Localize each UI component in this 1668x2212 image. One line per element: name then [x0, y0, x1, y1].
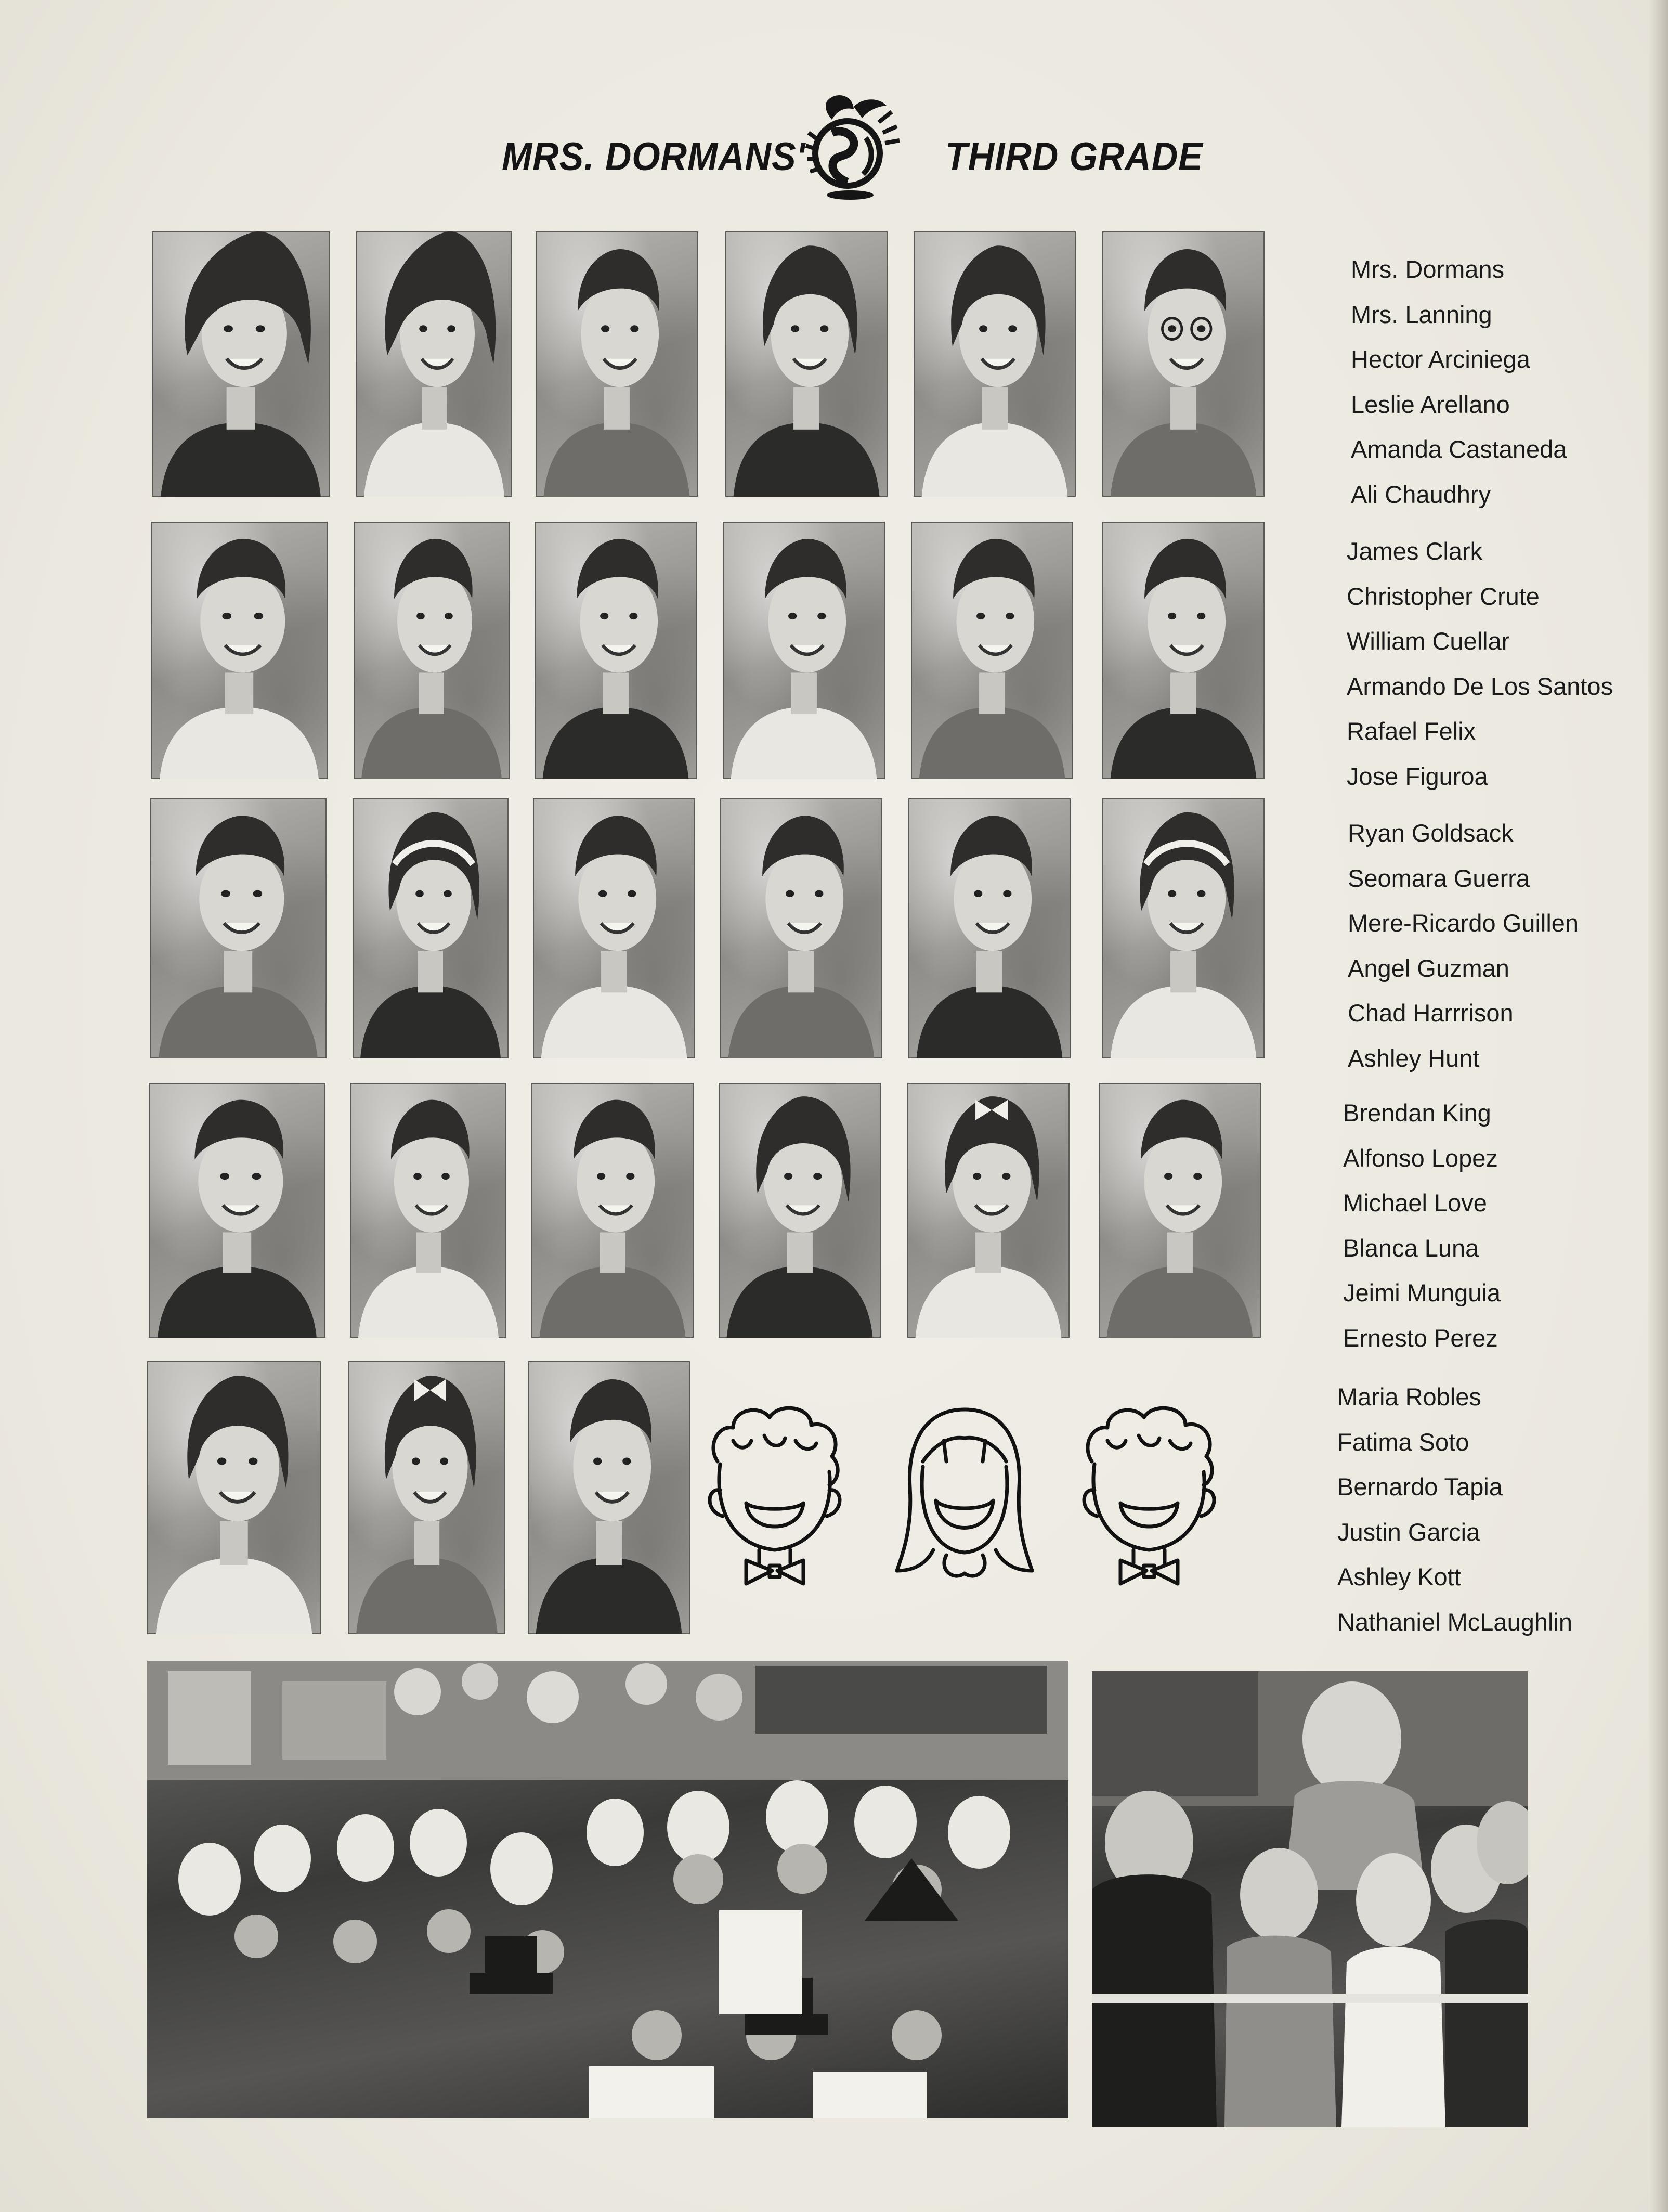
student-portrait: [911, 522, 1073, 779]
student-portrait: [350, 1083, 506, 1338]
student-portrait: [719, 1083, 881, 1338]
student-name: Ashley Kott: [1337, 1563, 1461, 1590]
student-name: Jeimi Munguia: [1343, 1279, 1501, 1306]
student-name: Ali Chaudhry: [1351, 480, 1491, 508]
student-portrait: [907, 1083, 1070, 1338]
cartoon-boy-icon: [1071, 1399, 1227, 1618]
student-name: Rafael Felix: [1347, 717, 1476, 745]
student-portrait: [723, 522, 885, 779]
student-portrait: [533, 798, 695, 1058]
student-name: Ernesto Perez: [1343, 1324, 1498, 1352]
page-spine-shadow: [1648, 0, 1668, 2212]
student-portrait: [348, 1361, 505, 1634]
student-portrait: [536, 231, 698, 497]
student-portrait: [151, 522, 328, 779]
student-portrait: [1102, 522, 1265, 779]
student-name: Mrs. Dormans: [1351, 255, 1505, 283]
student-portrait: [535, 522, 697, 779]
student-portrait: [356, 231, 512, 497]
student-name: Jose Figuroa: [1347, 762, 1488, 790]
student-portrait: [725, 231, 888, 497]
student-portrait: [528, 1361, 690, 1634]
title-grade: THIRD GRADE: [945, 135, 1203, 179]
student-portrait: [908, 798, 1071, 1058]
teacher-with-students-photo: [1092, 1671, 1528, 2127]
student-portrait: [152, 231, 330, 497]
student-name: Justin Garcia: [1337, 1518, 1480, 1546]
student-portrait: [720, 798, 882, 1058]
student-name: Leslie Arellano: [1351, 390, 1510, 418]
student-name: Nathaniel McLaughlin: [1337, 1608, 1573, 1636]
apple-globe-logo-icon: [796, 91, 902, 203]
student-name: Blanca Luna: [1343, 1234, 1479, 1262]
student-name: Amanda Castaneda: [1351, 435, 1567, 463]
student-name: William Cuellar: [1347, 627, 1510, 655]
student-portrait: [1102, 231, 1265, 497]
student-portrait: [1099, 1083, 1261, 1338]
student-portrait: [354, 522, 510, 779]
student-portrait: [1102, 798, 1265, 1058]
student-name: Ryan Goldsack: [1348, 819, 1514, 847]
student-name: Chad Harrrison: [1348, 999, 1514, 1027]
class-thanksgiving-costume-photo: [147, 1661, 1068, 2118]
student-portrait: [531, 1083, 694, 1338]
student-name: Armando De Los Santos: [1347, 672, 1613, 700]
student-portrait: [149, 1083, 325, 1338]
student-name: James Clark: [1347, 537, 1483, 565]
student-name: Ashley Hunt: [1348, 1044, 1480, 1072]
student-name: Michael Love: [1343, 1189, 1487, 1217]
student-name: Bernardo Tapia: [1337, 1473, 1503, 1500]
student-portrait: [353, 798, 509, 1058]
student-name: Fatima Soto: [1337, 1428, 1469, 1456]
student-portrait: [150, 798, 327, 1058]
student-name: Brendan King: [1343, 1099, 1491, 1127]
student-name: Mrs. Lanning: [1351, 300, 1492, 328]
student-name: Hector Arciniega: [1351, 345, 1530, 373]
cartoon-boy-icon: [697, 1399, 853, 1618]
student-portrait: [147, 1361, 321, 1634]
student-name: Mere-Ricardo Guillen: [1348, 909, 1579, 937]
student-name: Seomara Guerra: [1348, 864, 1530, 892]
student-name: Christopher Crute: [1347, 582, 1540, 610]
cartoon-girl-icon: [887, 1399, 1042, 1618]
student-portrait: [914, 231, 1076, 497]
student-name: Maria Robles: [1337, 1383, 1481, 1411]
student-name: Angel Guzman: [1348, 954, 1509, 982]
student-name: Alfonso Lopez: [1343, 1144, 1498, 1172]
title-teacher: MRS. DORMANS': [502, 135, 806, 179]
